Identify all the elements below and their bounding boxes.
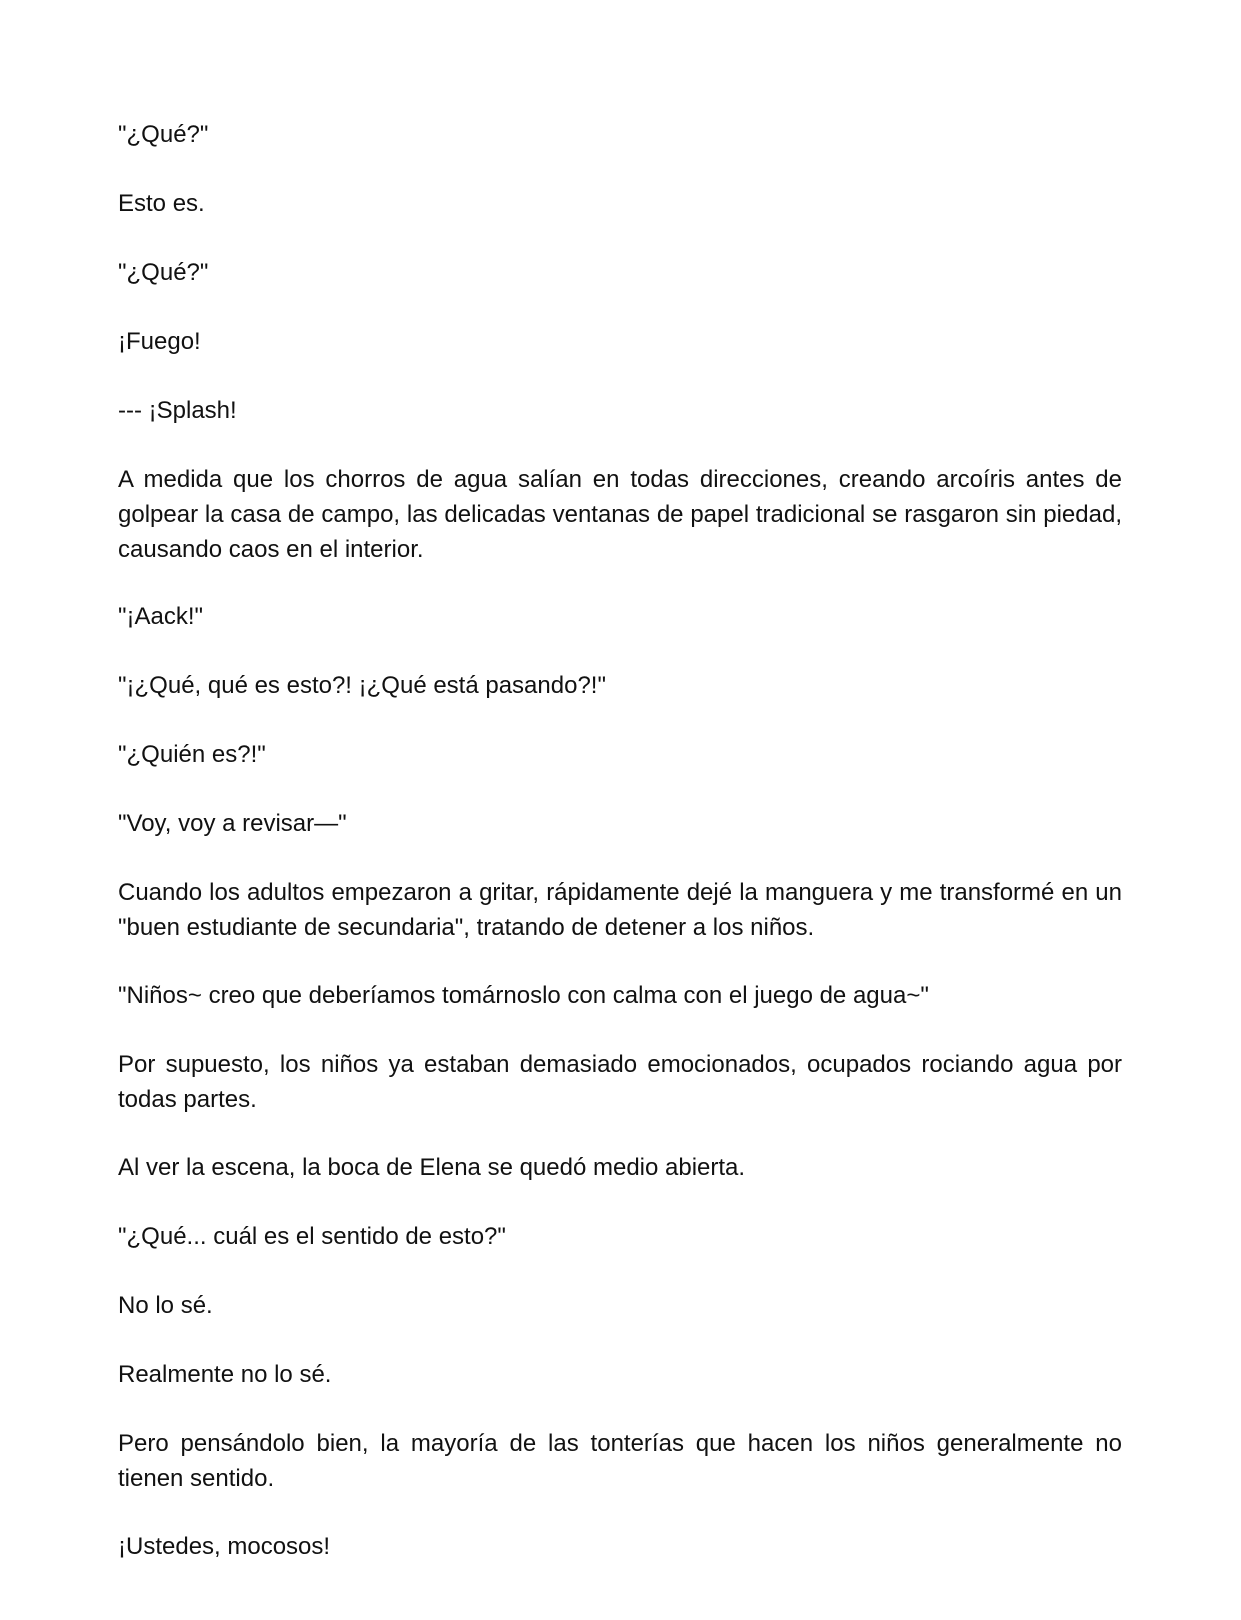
- paragraph: "¿Qué?": [118, 259, 209, 286]
- paragraph: "Voy, voy a revisar—": [118, 810, 347, 837]
- paragraph: ¡Ustedes, mocosos!: [118, 1533, 331, 1560]
- paragraph: Cuando los adultos empezaron a gritar, rápidamente dejé la manguera y me transformé en un "buen estudiante de secundaria", tratando de detener a los niños.: [118, 879, 1122, 941]
- paragraph: A medida que los chorros de agua salían en todas direcciones, creando arcoíris antes de golpear la casa de campo, las delicadas ventanas de papel tradicional se rasgaron sin piedad, causando caos en el interior.: [118, 466, 1122, 563]
- paragraph: "¿Qué?": [118, 121, 209, 148]
- paragraph: ¡Fuego!: [118, 328, 201, 355]
- paragraph: Esto es.: [118, 190, 205, 217]
- paragraph: Por supuesto, los niños ya estaban demasiado emocionados, ocupados rociando agua por todas partes.: [118, 1051, 1122, 1113]
- paragraph: Realmente no lo sé.: [118, 1361, 332, 1388]
- paragraph: "¿Qué... cuál es el sentido de esto?": [118, 1223, 506, 1250]
- paragraph: "Niños~ creo que deberíamos tomárnoslo con calma con el juego de agua~": [118, 982, 929, 1009]
- paragraph: "¿Quién es?!": [118, 741, 266, 768]
- paragraph: "¡Aack!": [118, 603, 204, 630]
- paragraph: Al ver la escena, la boca de Elena se quedó medio abierta.: [118, 1154, 746, 1181]
- paragraph: --- ¡Splash!: [118, 397, 237, 424]
- paragraph: Pero pensándolo bien, la mayoría de las tonterías que hacen los niños generalmente no tienen sentido.: [118, 1430, 1122, 1492]
- paragraph: "¡¿Qué, qué es esto?! ¡¿Qué está pasando?!": [118, 672, 606, 699]
- paragraph: No lo sé.: [118, 1292, 213, 1319]
